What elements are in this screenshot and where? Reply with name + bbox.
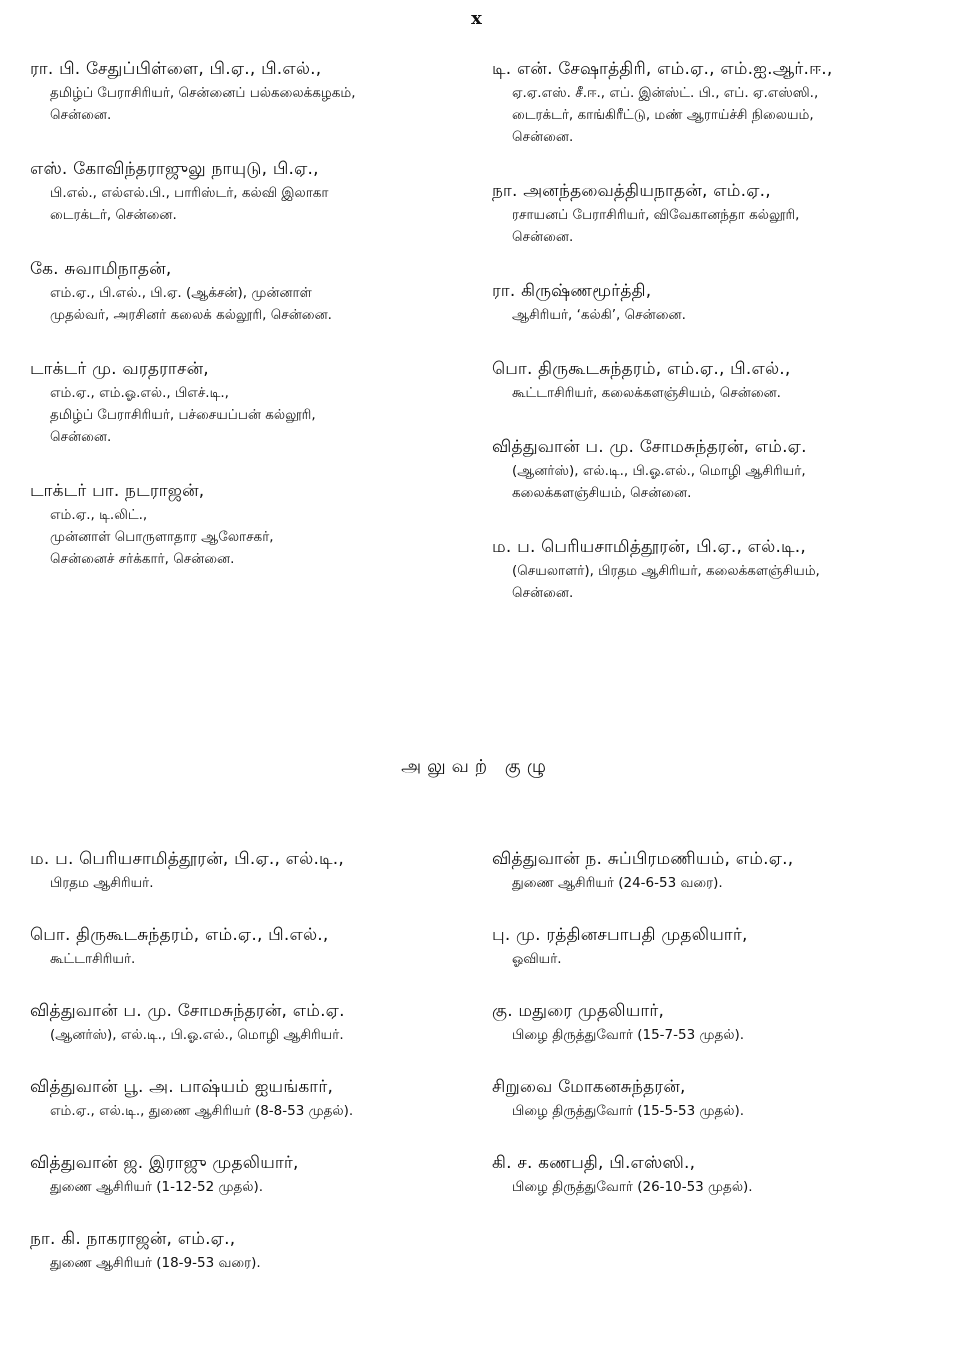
staff-entry [492,998,932,1046]
member-entry [492,278,932,326]
staff-role [492,1100,932,1122]
member-name: கே. சுவாமிநாதன், [30,259,172,279]
detail-line: ஆசிரியர், ‘கல்கி’, சென்னை. [512,307,686,323]
staff-role [30,1252,470,1274]
member-details [30,182,470,226]
advisory-list-right [492,56,932,604]
member-entry [30,356,470,448]
member-name: டாக்டர் பா. நடராஜன், [30,481,205,501]
staff-name: ம. ப. பெரியசாமித்தூரன், பி.ஏ., எல்.டி., [30,849,344,869]
member-entry [30,478,470,570]
detail-line: கூட்டாசிரியர். [50,951,136,967]
detail-line: ஓவியர். [512,951,562,967]
detail-line: சென்னை. [50,429,112,445]
detail-line: (ஆனர்ஸ்), எல்.டி., பி.ஓ.எல்., மொழி ஆசிரியர், [512,463,806,479]
detail-line: பிழை திருத்துவோர் (15-7-53 முதல்). [512,1027,745,1043]
staff-name: வித்துவான் ப. மு. சோமசுந்தரன், எம்.ஏ. [30,1001,345,1021]
staff-list-left [30,846,470,1274]
staff-entry [30,846,470,894]
member-entry [492,534,932,604]
staff-role [492,1176,932,1198]
detail-line: கூட்டாசிரியர், கலைக்களஞ்சியம், சென்னை. [512,385,781,401]
member-details [30,82,470,126]
staff-name: கு. மதுரை முதலியார், [492,1001,665,1021]
section-heading: அலுவற் குழு [401,756,552,777]
detail-line: எம்.ஏ., எல்.டி., துணை ஆசிரியர் (8-8-53 முதல்). [50,1103,354,1119]
detail-line: முதல்வர், அரசினர் கலைக் கல்லூரி, சென்னை. [50,307,332,323]
member-entry [492,356,932,404]
staff-entry [30,1074,470,1122]
detail-line: சென்னை. [512,585,574,601]
staff-name: வித்துவான் பூ. அ. பாஷ்யம் ஐயங்கார், [30,1077,334,1097]
staff-role [492,1024,932,1046]
detail-line: எம்.ஏ., பி.எல்., பி.ஏ. (ஆக்சன்), முன்னாள் [50,285,312,301]
member-name: ரா. கிருஷ்ணமூர்த்தி, [492,281,652,301]
member-details [492,204,932,248]
staff-name: வித்துவான் ந. சுப்பிரமணியம், எம்.ஏ., [492,849,794,869]
detail-line: (ஆனர்ஸ்), எல்.டி., பி.ஓ.எல்., மொழி ஆசிரியர். [50,1027,344,1043]
member-details [30,504,470,570]
detail-line: துணை ஆசிரியர் (18-9-53 வரை). [50,1255,261,1271]
detail-line: தமிழ்ப் பேராசிரியர், பச்சையப்பன் கல்லூரி, [50,407,316,423]
staff-name: வித்துவான் ஜ. இராஜு முதலியார், [30,1153,299,1173]
detail-line: ஏ.ஏ.எஸ். சீ.ஈ., எப். இன்ஸ்ட். பி., எப். ஏ.எஸ்ஸி., [512,85,819,101]
staff-role [492,872,932,894]
member-details [30,382,470,448]
member-name: வித்துவான் ப. மு. சோமசுந்தரன், எம்.ஏ. [492,437,807,457]
member-name: பொ. திருகூடசுந்தரம், எம்.ஏ., பி.எல்., [492,359,791,379]
member-name: டாக்டர் மு. வரதராசன், [30,359,209,379]
member-details [30,282,470,326]
member-name: ரா. பி. சேதுப்பிள்ளை, பி.ஏ., பி.எல்., [30,59,322,79]
member-entry [492,56,932,148]
staff-entry [30,1150,470,1198]
detail-line: பிழை திருத்துவோர் (15-5-53 முதல்). [512,1103,745,1119]
staff-entry [492,922,932,970]
staff-role [30,948,470,970]
member-details [492,304,932,326]
member-entry [492,178,932,248]
staff-name: சிறுவை மோகனசுந்தரன், [492,1077,686,1097]
detail-line: துணை ஆசிரியர் (24-6-53 வரை). [512,875,723,891]
staff-name: பொ. திருகூடசுந்தரம், எம்.ஏ., பி.எல்., [30,925,329,945]
detail-line: (செயலாளர்), பிரதம ஆசிரியர், கலைக்களஞ்சியம், [512,563,820,579]
staff-list-right [492,846,932,1198]
detail-line: பிழை திருத்துவோர் (26-10-53 முதல்). [512,1179,753,1195]
member-name: நா. அனந்தவைத்தியநாதன், எம்.ஏ., [492,181,771,201]
member-name: டி. என். சேஷாத்திரி, எம்.ஏ., எம்.ஐ.ஆர்.ஈ., [492,59,833,79]
staff-name: நா. கி. நாகராஜன், எம்.ஏ., [30,1229,236,1249]
staff-entry [30,922,470,970]
staff-role [492,948,932,970]
detail-line: பிரதம ஆசிரியர். [50,875,154,891]
staff-entry [492,846,932,894]
advisory-list-left [30,56,470,570]
detail-line: கலைக்களஞ்சியம், சென்னை. [512,485,692,501]
detail-line: முன்னாள் பொருளாதார ஆலோசகர், [50,529,274,545]
staff-name: கி. ச. கணபதி, பி.எஸ்ஸி., [492,1153,696,1173]
detail-line: தமிழ்ப் பேராசிரியர், சென்னைப் பல்கலைக்கழகம், [50,85,356,101]
staff-entry [492,1074,932,1122]
detail-line: சென்னை. [512,129,574,145]
staff-entry [30,1226,470,1274]
staff-role [30,1024,470,1046]
staff-role [30,872,470,894]
member-details [492,460,932,504]
detail-line: துணை ஆசிரியர் (1-12-52 முதல்). [50,1179,264,1195]
member-name: ம. ப. பெரியசாமித்தூரன், பி.ஏ., எல்.டி., [492,537,806,557]
member-details [492,560,932,604]
staff-entry [492,1150,932,1198]
staff-name: பு. மு. ரத்தினசபாபதி முதலியார், [492,925,748,945]
staff-role [30,1100,470,1122]
member-entry [30,56,470,126]
detail-line: சென்னைச் சர்க்கார், சென்னை. [50,551,235,567]
page-number: x [471,8,482,29]
detail-line: எம்.ஏ., எம்.ஓ.எல்., பிஎச்.டி., [50,385,229,401]
detail-line: ரசாயனப் பேராசிரியர், விவேகானந்தா கல்லூரி, [512,207,800,223]
detail-line: டைரக்டர், காங்கிரீட்டு, மண் ஆராய்ச்சி நிலையம், [512,107,814,123]
member-details [492,82,932,148]
detail-line: எம்.ஏ., டி.லிட்., [50,507,148,523]
detail-line: டைரக்டர், சென்னை. [50,207,177,223]
member-entry [30,256,470,326]
detail-line: சென்னை. [50,107,112,123]
detail-line: பி.எல்., எல்எல்.பி., பாரிஸ்டர், கல்வி இலாகா [50,185,329,201]
member-name: எஸ். கோவிந்தராஜுலு நாயுடு, பி.ஏ., [30,159,319,179]
staff-role [30,1176,470,1198]
member-details [492,382,932,404]
detail-line: சென்னை. [512,229,574,245]
member-entry [30,156,470,226]
member-entry [492,434,932,504]
staff-entry [30,998,470,1046]
